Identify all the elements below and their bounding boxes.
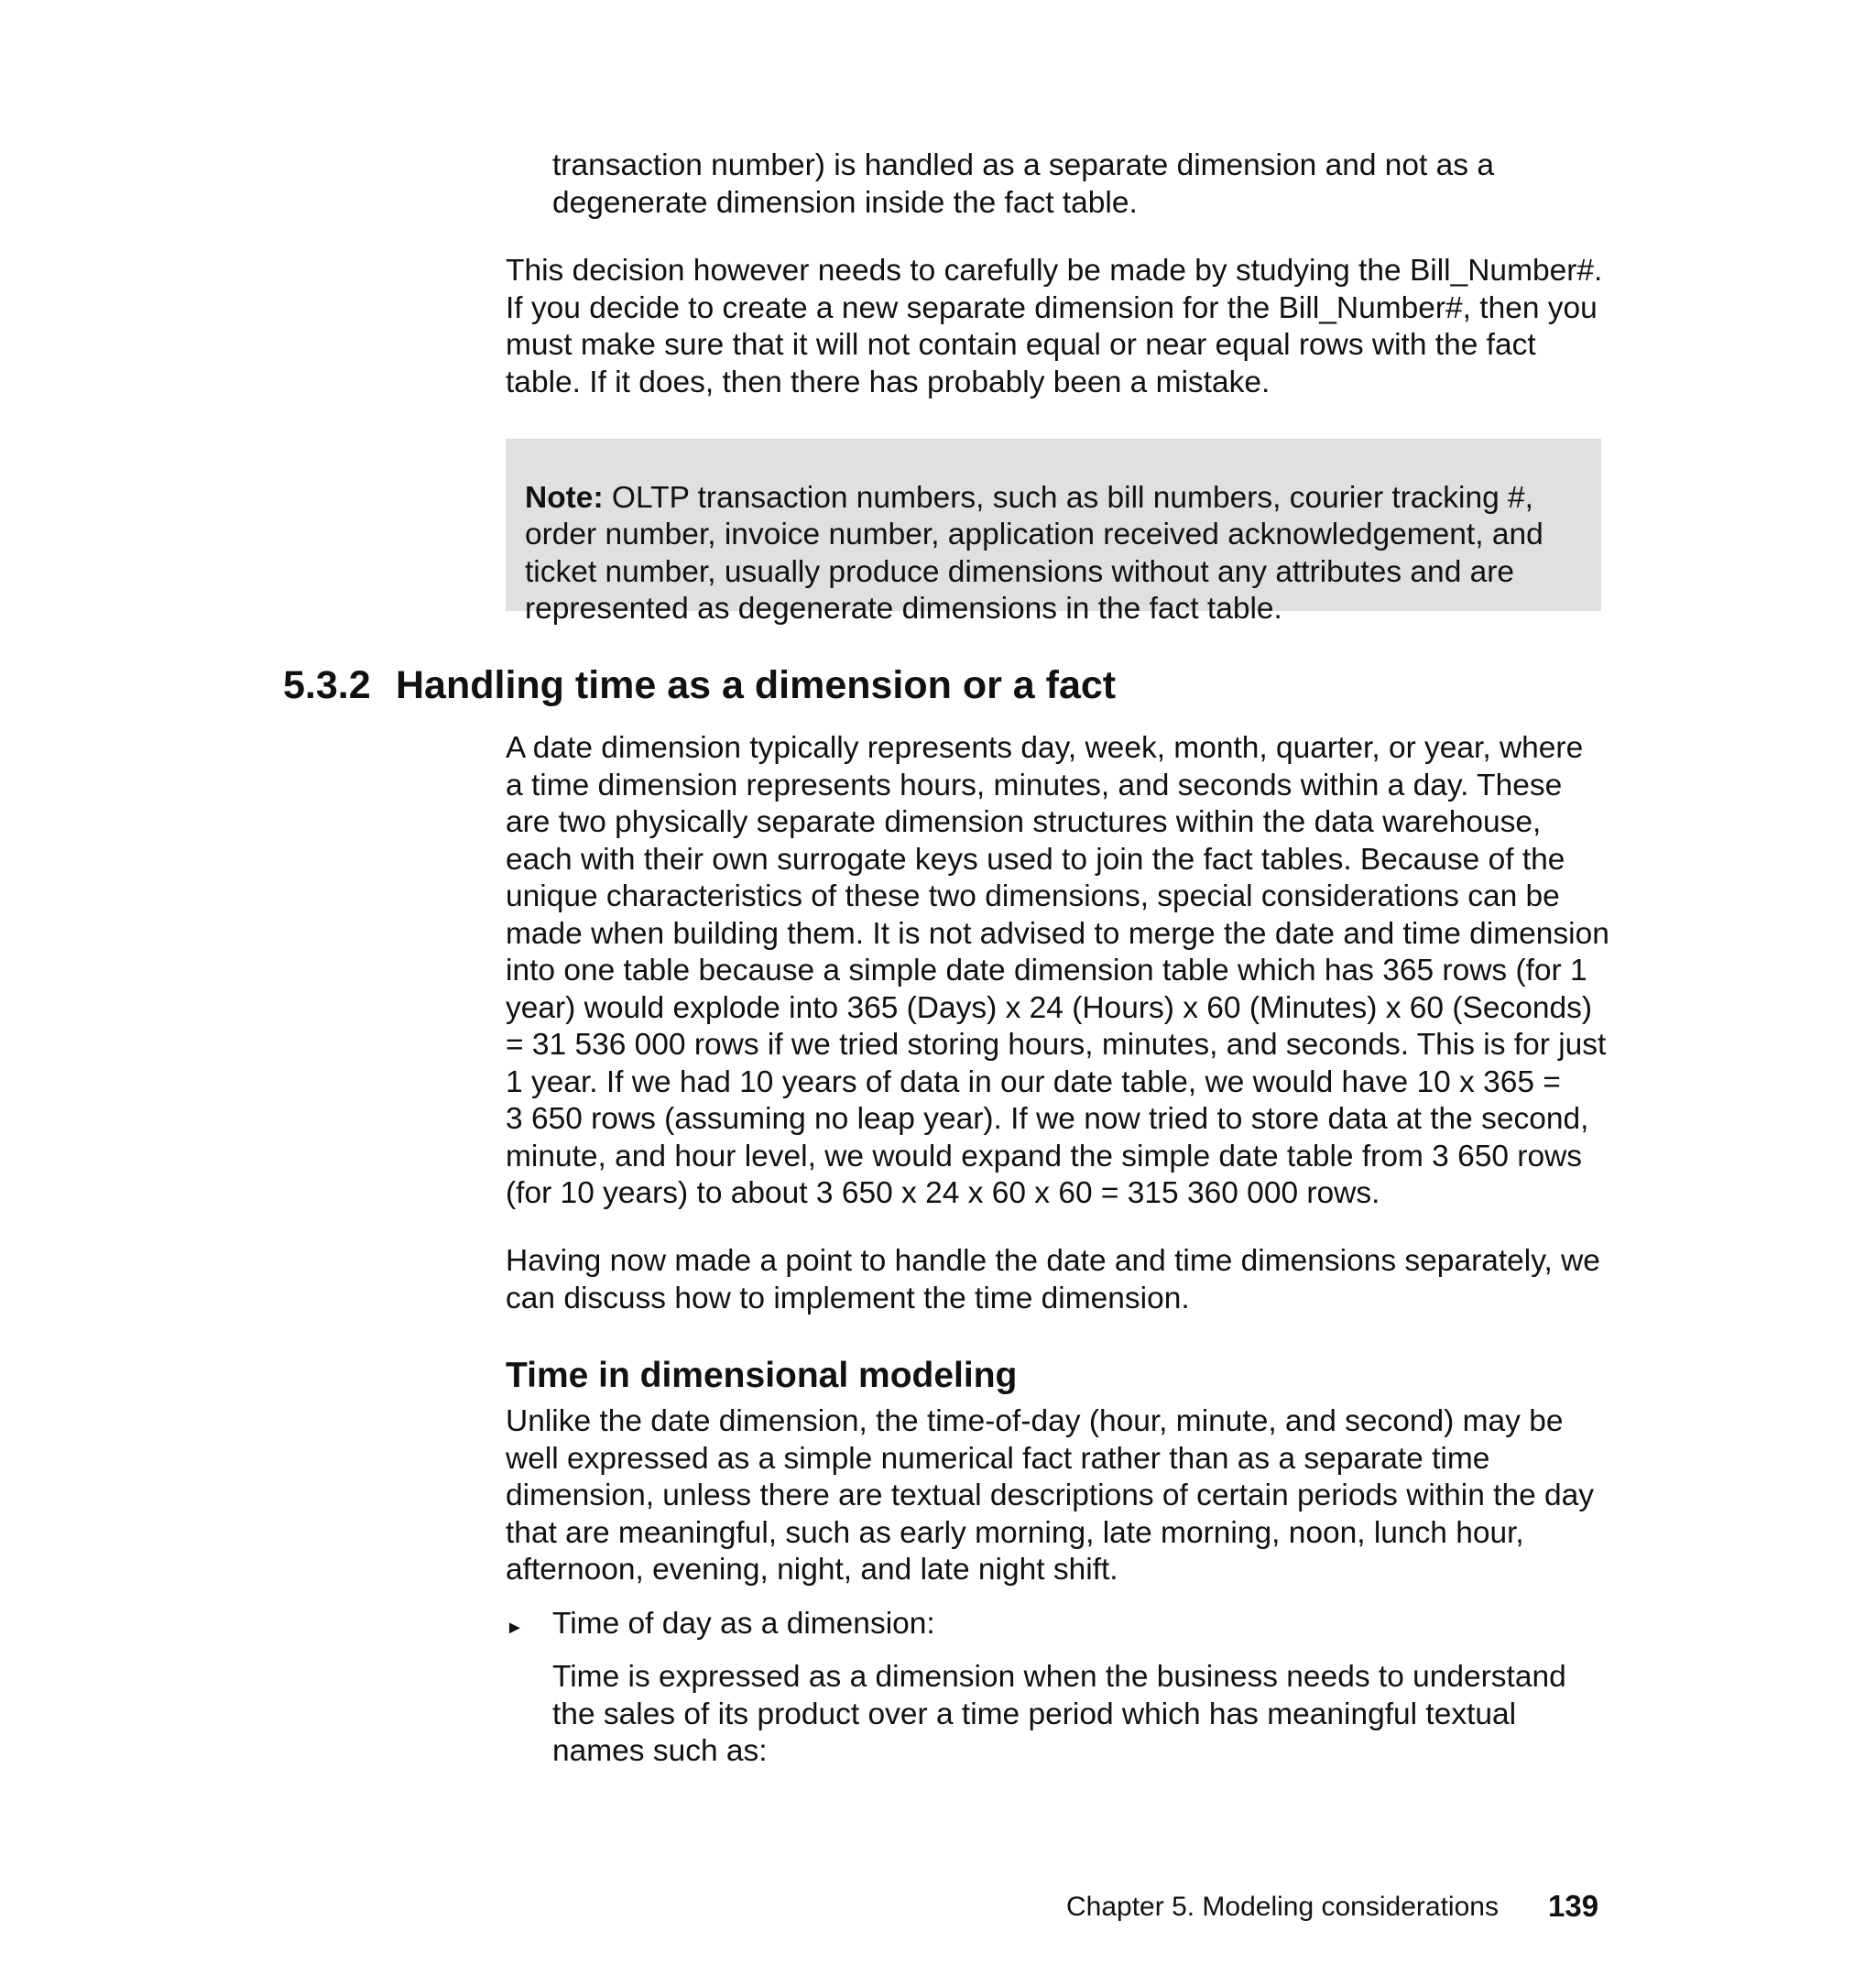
- text-line: ticket number, usually produce dimensions without any attributes and are: [525, 554, 1515, 589]
- text-line: names such as:: [552, 1734, 768, 1768]
- note-text: [525, 480, 1543, 628]
- text-line: = 31 536 000 rows if we tried storing hours, minutes, and seconds. This is for just: [506, 1028, 1607, 1062]
- text-line: Having now made a point to handle the date and time dimensions separately, we: [506, 1244, 1600, 1278]
- text-line: a time dimension represents hours, minutes, and seconds within a day. These: [506, 768, 1563, 802]
- text-line: A date dimension typically represents day, week, month, quarter, or year, where: [506, 731, 1584, 765]
- text-line: This decision however needs to carefully be made by studying the Bill_Number#.: [506, 254, 1603, 288]
- text-line: well expressed as a simple numerical fact rather than as a separate time: [506, 1441, 1490, 1476]
- intro-paragraph: [552, 147, 1494, 222]
- text-line: must make sure that it will not contain equal or near equal rows with the fact: [506, 328, 1536, 362]
- text-line: into one table because a simple date dimension table which has 365 rows (for 1: [506, 954, 1587, 988]
- section-title: Handling time as a dimension or a fact: [396, 663, 1117, 707]
- text-line: the sales of its product over a time period which has meaningful textual: [552, 1697, 1517, 1731]
- text-line: year) would explode into 365 (Days) x 24 (Hours) x 60 (Minutes) x 60 (Seconds): [506, 990, 1593, 1025]
- separate-paragraph: [506, 1243, 1600, 1317]
- text-line: can discuss how to implement the time dimension.: [506, 1281, 1190, 1315]
- text-line: Time of day as a dimension:: [552, 1607, 935, 1641]
- text-line: afternoon, evening, night, and late night shift.: [506, 1553, 1118, 1587]
- subsection-heading: Time in dimensional modeling: [506, 1356, 1018, 1395]
- text-line: 1 year. If we had 10 years of data in our date table, we would have 10 x 365 =: [506, 1064, 1561, 1099]
- text-line: transaction number) is handled as a separate dimension and not as a: [552, 148, 1494, 182]
- text-line: order number, invoice number, application received acknowledgement, and: [525, 518, 1543, 551]
- text-line: (for 10 years) to about 3 650 x 24 x 60 x 60 = 315 360 000 rows.: [506, 1176, 1380, 1210]
- text-line: If you decide to create a new separate dimension for the Bill_Number#, then you: [506, 290, 1598, 325]
- text-line: each with their own surrogate keys used to join the fact tables. Because of the: [506, 842, 1565, 877]
- text-line: dimension, unless there are textual descriptions of certain periods within the day: [506, 1479, 1595, 1512]
- section-number: 5.3.2: [283, 663, 371, 707]
- text-line: degenerate dimension inside the fact table.: [552, 185, 1138, 220]
- footer-page-number: 139: [1548, 1889, 1599, 1923]
- bullet-marker: ►: [506, 1618, 524, 1638]
- bullet-label: [552, 1606, 935, 1643]
- text-line: table. If it does, then there has probably been a mistake.: [506, 365, 1271, 399]
- subsection-paragraph: [506, 1403, 1594, 1589]
- footer-chapter-title: Chapter 5. Modeling considerations: [1066, 1892, 1499, 1922]
- decision-paragraph: [506, 253, 1602, 401]
- bullet-body: [552, 1659, 1566, 1771]
- text-line: are two physically separate dimension structures within the data warehouse,: [506, 805, 1542, 839]
- section-paragraph: [506, 730, 1609, 1213]
- text-line: that are meaningful, such as early morning, late morning, noon, lunch hour,: [506, 1515, 1524, 1550]
- text-line: 3 650 rows (assuming no leap year). If we now tried to store data at the second,: [506, 1102, 1589, 1136]
- text-line: OLTP transaction numbers, such as bill numbers, courier tracking #,: [603, 480, 1533, 515]
- text-line: made when building them. It is not advised to merge the date and time dimension: [506, 916, 1609, 951]
- text-line: Time is expressed as a dimension when the business needs to understand: [552, 1660, 1566, 1694]
- note-label: Note:: [525, 480, 604, 515]
- section-heading: [283, 661, 1116, 709]
- text-line: Unlike the date dimension, the time-of-day (hour, minute, and second) may be: [506, 1404, 1564, 1438]
- text-line: represented as degenerate dimensions in the fact table.: [525, 592, 1282, 626]
- text-line: unique characteristics of these two dimensions, special considerations can be: [506, 879, 1560, 913]
- text-line: minute, and hour level, we would expand the simple date table from 3 650 rows: [506, 1139, 1583, 1173]
